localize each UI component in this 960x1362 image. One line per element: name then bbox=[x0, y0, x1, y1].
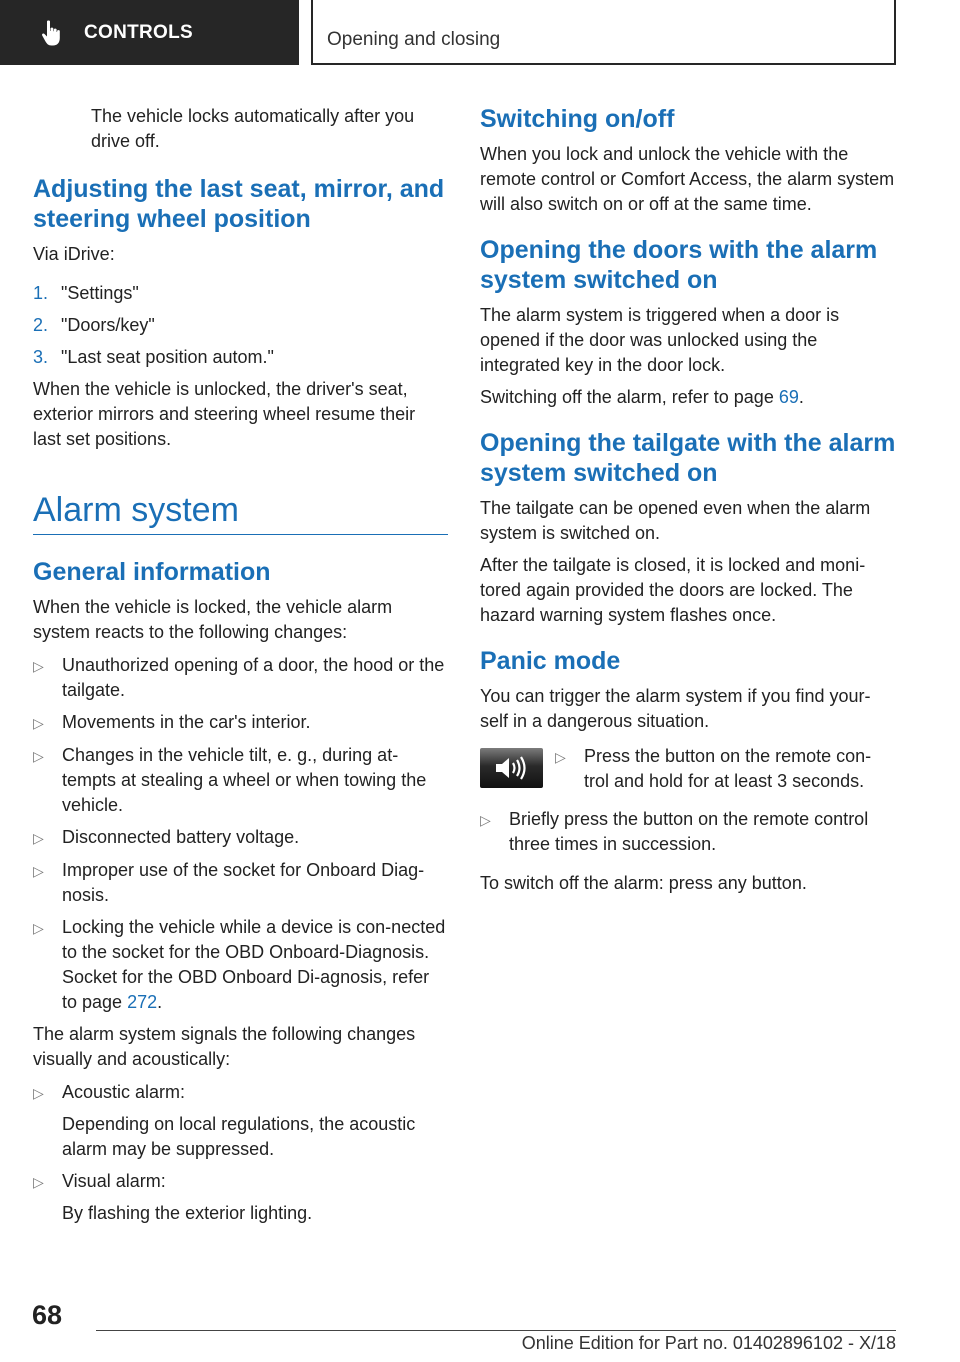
panic-text: You can trigger the alarm system if you find your-self in a dangerous situation. bbox=[480, 686, 871, 731]
change-text: Improper use of the socket for Onboard Diag-nosis. bbox=[62, 860, 425, 905]
list-item bbox=[33, 743, 448, 818]
page-number: 68 bbox=[32, 1300, 63, 1330]
change-text: Movements in the car's interior. bbox=[62, 712, 311, 732]
general-info-heading: General information bbox=[33, 558, 271, 586]
list-item bbox=[33, 653, 448, 703]
doors-text: The alarm system is triggered when a door is opened if the door was unlocked using the integrated key in the door lock. bbox=[480, 305, 840, 375]
triangle-right-icon: ▷ bbox=[33, 1174, 44, 1190]
obd-text: Locking the vehicle while a device is con-nected to the socket for the OBD Onboard-Diagnosis. Socket for the OBD Onboard Di-agnosis, refer to page bbox=[62, 917, 446, 1012]
step-text: "Doors/key" bbox=[61, 315, 155, 335]
list-item bbox=[555, 744, 896, 794]
tailgate-heading: Opening the tailgate with the alarm system switched on bbox=[480, 429, 896, 487]
doors-reference bbox=[480, 385, 896, 410]
tailgate-text-1: The tailgate can be opened even when the alarm system is switched on. bbox=[480, 498, 871, 543]
section-header bbox=[311, 0, 896, 65]
page-link-272[interactable]: 272 bbox=[127, 992, 158, 1012]
speaker-sound-icon bbox=[492, 755, 532, 781]
list-item bbox=[33, 915, 448, 1015]
visual-item bbox=[62, 1169, 312, 1226]
adjust-heading: Adjusting the last seat, mirror, and steering wheel position bbox=[33, 175, 445, 233]
left-column bbox=[33, 104, 448, 1233]
panic-heading: Panic mode bbox=[480, 647, 621, 675]
step-number: 3. bbox=[33, 347, 49, 367]
change-text bbox=[62, 915, 448, 1015]
footer-divider bbox=[96, 1330, 896, 1331]
acoustic-label: Acoustic alarm: bbox=[62, 1082, 186, 1102]
list-item bbox=[480, 807, 896, 857]
adjust-result: When the vehicle is unlocked, the driver's seat, exterior mirrors and steering wheel resume their last set positions. bbox=[33, 379, 416, 449]
list-item bbox=[33, 1080, 448, 1162]
section-title: Opening and closing bbox=[327, 29, 501, 50]
list-item bbox=[33, 345, 448, 370]
change-text: Disconnected battery voltage. bbox=[62, 827, 300, 847]
period: . bbox=[157, 992, 163, 1012]
triangle-right-icon: ▷ bbox=[555, 749, 566, 765]
triangle-right-icon: ▷ bbox=[480, 812, 491, 828]
step-text: "Last seat position autom." bbox=[61, 347, 274, 367]
step-number: 2. bbox=[33, 315, 49, 335]
list-item bbox=[33, 281, 448, 306]
step-number: 1. bbox=[33, 283, 49, 303]
list-item bbox=[33, 825, 448, 851]
panic-step-text: Press the button on the remote con-trol and hold for at least 3 seconds. bbox=[584, 746, 872, 791]
chapter-tab bbox=[0, 0, 299, 65]
chapter-label: CONTROLS bbox=[84, 21, 194, 43]
triangle-right-icon: ▷ bbox=[33, 715, 44, 731]
alarm-system-title: Alarm system bbox=[33, 490, 448, 535]
acoustic-item bbox=[62, 1080, 448, 1162]
triangle-right-icon: ▷ bbox=[33, 658, 44, 674]
period: . bbox=[798, 387, 804, 407]
triangle-right-icon: ▷ bbox=[33, 920, 44, 936]
list-item bbox=[33, 710, 448, 736]
ref-text: Switching off the alarm, refer to page bbox=[480, 387, 779, 407]
right-column bbox=[480, 104, 896, 903]
changes-list bbox=[33, 653, 448, 1015]
triangle-right-icon: ▷ bbox=[33, 1085, 44, 1101]
triangle-right-icon: ▷ bbox=[33, 830, 44, 846]
page-link-69[interactable]: 69 bbox=[778, 387, 799, 407]
remote-panic-button bbox=[480, 748, 543, 788]
visual-note: By flashing the exterior lighting. bbox=[62, 1203, 313, 1223]
panic-list bbox=[555, 744, 896, 801]
tailgate-text-2: After the tailgate is closed, it is locked and moni-tored again provided the doors are locked. The hazard warning system flashes once. bbox=[480, 555, 866, 625]
change-text: Changes in the vehicle tilt, e. g., during at-tempts at stealing a wheel or when towing the vehicle. bbox=[62, 745, 427, 815]
panic-off-text: To switch off the alarm: press any button. bbox=[480, 873, 807, 893]
visual-label: Visual alarm: bbox=[62, 1171, 166, 1191]
switching-heading: Switching on/off bbox=[480, 105, 675, 133]
step-text: "Settings" bbox=[61, 283, 139, 303]
panic-step-text: Briefly press the button on the remote control three times in succession. bbox=[509, 809, 869, 854]
auto-lock-note: The vehicle locks automatically after you drive off. bbox=[91, 106, 415, 151]
steps-list bbox=[33, 281, 448, 370]
hand-pointer-icon bbox=[38, 19, 66, 47]
general-intro: When the vehicle is locked, the vehicle alarm system reacts to the following changes: bbox=[33, 597, 393, 642]
panic-button-row bbox=[480, 744, 896, 801]
change-text: Unauthorized opening of a door, the hood or the tailgate. bbox=[62, 655, 445, 700]
triangle-right-icon: ▷ bbox=[33, 748, 44, 764]
signals-list bbox=[33, 1080, 448, 1226]
list-item bbox=[33, 1169, 448, 1226]
signals-intro: The alarm system signals the following changes visually and acoustically: bbox=[33, 1024, 416, 1069]
list-item bbox=[33, 313, 448, 338]
list-item bbox=[33, 858, 448, 908]
doors-heading: Opening the doors with the alarm system switched on bbox=[480, 236, 878, 294]
edition-text: Online Edition for Part no. 01402896102 - X/18 bbox=[521, 1333, 896, 1353]
adjust-via: Via iDrive: bbox=[33, 244, 115, 264]
triangle-right-icon: ▷ bbox=[33, 863, 44, 879]
switching-text: When you lock and unlock the vehicle with the remote control or Comfort Access, the alarm system will also switch on or off at the same time. bbox=[480, 144, 895, 214]
acoustic-note: Depending on local regulations, the acoustic alarm may be suppressed. bbox=[62, 1114, 416, 1159]
